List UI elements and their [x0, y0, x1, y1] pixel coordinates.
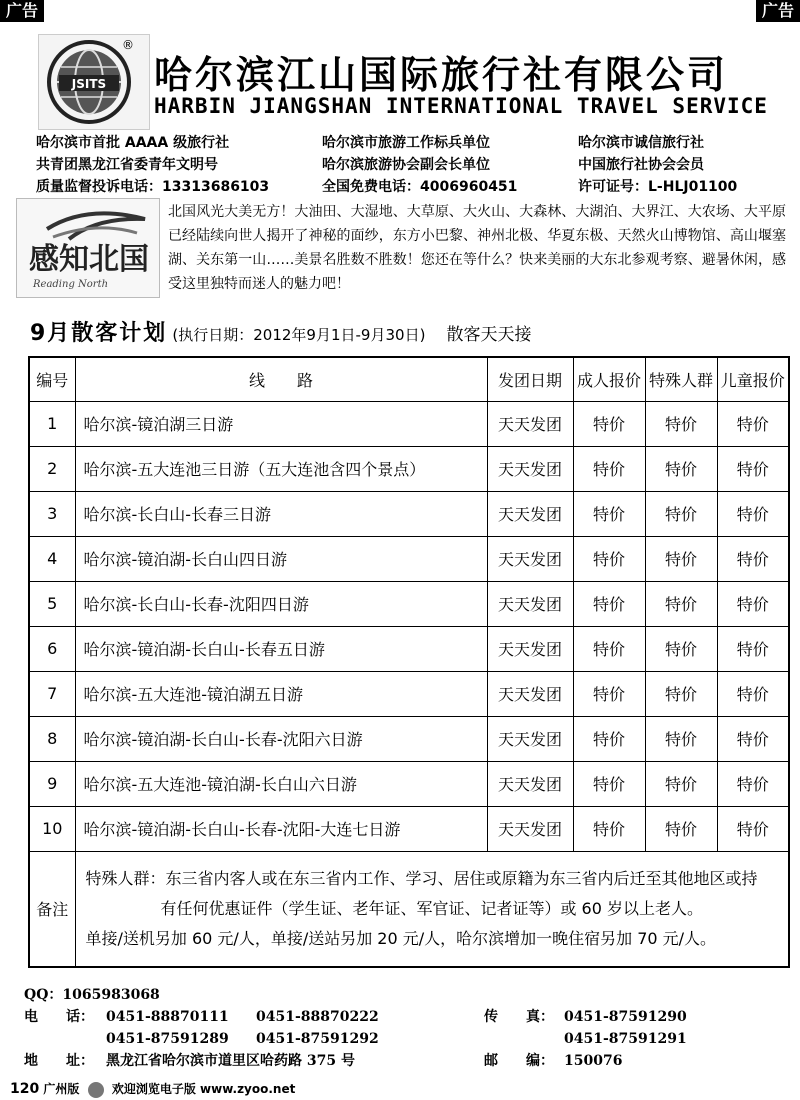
logo-text: JSITS: [71, 77, 107, 91]
page-footer: [10, 1080, 295, 1098]
row-special-price: 特价: [645, 401, 717, 446]
registered-mark: ®: [122, 38, 134, 52]
row-no: 4: [29, 536, 75, 581]
row-route: 哈尔滨-镜泊湖-长白山-长春-沈阳-大连七日游: [75, 806, 487, 851]
table-row: [29, 401, 789, 446]
row-special-price: 特价: [645, 806, 717, 851]
table-row: [29, 761, 789, 806]
phone-number: 0451-88870111: [106, 1009, 229, 1025]
header-no: 编号: [29, 357, 75, 401]
row-date: 天天发团: [487, 491, 573, 536]
row-no: 8: [29, 716, 75, 761]
credential-item: 哈尔滨市旅游工作标兵单位: [322, 135, 490, 151]
row-no: 6: [29, 626, 75, 671]
north-logo-en: Reading North: [33, 279, 109, 290]
row-child-price: 特价: [717, 491, 789, 536]
row-date: 天天发团: [487, 401, 573, 446]
row-route: 哈尔滨-镜泊湖-长白山四日游: [75, 536, 487, 581]
row-child-price: 特价: [717, 536, 789, 581]
row-child-price: 特价: [717, 761, 789, 806]
row-special-price: 特价: [645, 761, 717, 806]
row-child-price: 特价: [717, 716, 789, 761]
ad-tag-right: 广告: [756, 0, 800, 22]
remark-line: 有任何优惠证件（学生证、老年证、军官证、记者证等）或 60 岁以上老人。: [160, 898, 704, 918]
row-adult-price: 特价: [573, 536, 645, 581]
address: 黑龙江省哈尔滨市道里区哈药路 375 号: [106, 1053, 355, 1069]
table-row: [29, 446, 789, 491]
remark-line: 单接/送机另加 60 元/人，单接/送站另加 20 元/人，哈尔滨增加一晚住宿另加 70 元/人。: [85, 928, 717, 948]
contact-block: [24, 984, 784, 1072]
contact-row: [24, 1028, 784, 1050]
company-name-en: HARBIN JIANGSHAN INTERNATIONAL TRAVEL SERVICE: [154, 94, 768, 118]
row-date: 天天发团: [487, 761, 573, 806]
credential-item: 中国旅行社协会会员: [578, 157, 704, 173]
row-adult-price: 特价: [573, 761, 645, 806]
credential-item: 哈尔滨市首批 AAAA 级旅行社: [36, 135, 230, 151]
row-special-price: 特价: [645, 716, 717, 761]
magazine-logo-icon: [88, 1082, 104, 1098]
row-adult-price: 特价: [573, 626, 645, 671]
row-adult-price: 特价: [573, 671, 645, 716]
row-child-price: 特价: [717, 446, 789, 491]
row-route: 哈尔滨-长白山-长春三日游: [75, 491, 487, 536]
row-no: 10: [29, 806, 75, 851]
row-special-price: 特价: [645, 671, 717, 716]
row-no: 5: [29, 581, 75, 626]
table-row: [29, 716, 789, 761]
phone-number: 0451-88870222: [256, 1009, 379, 1025]
row-child-price: 特价: [717, 626, 789, 671]
credentials-grid: [36, 132, 792, 198]
table-row: [29, 671, 789, 716]
postcode: 150076: [564, 1053, 623, 1069]
credentials-row: [36, 154, 792, 176]
fax-number: 0451-87591291: [564, 1031, 687, 1047]
phone-number: 0451-87591289: [106, 1031, 229, 1047]
phone-number: 0451-87591292: [256, 1031, 379, 1047]
table-row: [29, 491, 789, 536]
row-adult-price: 特价: [573, 716, 645, 761]
fax-label: 传 真：: [484, 1009, 554, 1025]
fax-number: 0451-87591290: [564, 1009, 687, 1025]
row-date: 天天发团: [487, 716, 573, 761]
address-label: 地 址：: [24, 1053, 94, 1069]
header-child: 儿童报价: [717, 357, 789, 401]
row-child-price: 特价: [717, 401, 789, 446]
phone-label: 电 话：: [24, 1009, 94, 1025]
header-date: 发团日期: [487, 357, 573, 401]
credential-item: 哈尔滨市诚信旅行社: [578, 135, 704, 151]
row-special-price: 特价: [645, 491, 717, 536]
remark-body: [75, 851, 789, 967]
license-number: 许可证号：L-HLJ01100: [578, 179, 738, 195]
company-name-cn: 哈尔滨江山国际旅行社有限公司: [154, 53, 729, 97]
table-row: [29, 806, 789, 851]
postcode-label: 邮 编：: [484, 1053, 554, 1069]
row-no: 3: [29, 491, 75, 536]
contact-row: [24, 1050, 784, 1072]
credential-item: 共青团黑龙江省委青年文明号: [36, 157, 218, 173]
plan-header: [30, 316, 532, 347]
contact-row: [24, 984, 784, 1006]
website-link[interactable]: www.zyoo.net: [200, 1082, 296, 1096]
intro-paragraph: 北国风光大美无方！大油田、大湿地、大草原、大火山、大森林、大湖泊、大界江、大农场、大平原已经陆续向世人揭开了神秘的面纱，东方小巴黎、神州北极、华夏东极、天然火山博物馆、高山堰塞湖、关东第一山……美景名胜数不胜数！您还在等什么？快来美丽的大东北参观考察、避暑休闲，感受这里独特而迷人的魅力吧！: [168, 204, 786, 292]
row-date: 天天发团: [487, 626, 573, 671]
row-special-price: 特价: [645, 446, 717, 491]
page-number: 120: [10, 1081, 40, 1097]
remark-line: 特殊人群：东三省内客人或在东三省内工作、学习、居住或原籍为东三省内后迁至其他地区或持: [85, 868, 758, 888]
table-row: [29, 626, 789, 671]
header-route: 线 路: [75, 357, 487, 401]
row-special-price: 特价: [645, 536, 717, 581]
row-route: 哈尔滨-五大连池三日游（五大连池含四个景点）: [75, 446, 487, 491]
routes-table: [28, 356, 790, 968]
row-child-price: 特价: [717, 581, 789, 626]
row-adult-price: 特价: [573, 806, 645, 851]
table-row: [29, 536, 789, 581]
remarks-row: [29, 851, 789, 967]
table-row: [29, 581, 789, 626]
row-no: 9: [29, 761, 75, 806]
credentials-row: [36, 176, 792, 198]
row-route: 哈尔滨-镜泊湖三日游: [75, 401, 487, 446]
edition-label: 广州版: [43, 1082, 80, 1096]
complaint-phone: 质量监督投诉电话：13313686103: [36, 179, 270, 195]
row-date: 天天发团: [487, 581, 573, 626]
row-adult-price: 特价: [573, 401, 645, 446]
row-no: 2: [29, 446, 75, 491]
welcome-text: 欢迎浏览电子版: [111, 1082, 196, 1096]
row-adult-price: 特价: [573, 581, 645, 626]
row-route: 哈尔滨-镜泊湖-长白山-长春五日游: [75, 626, 487, 671]
credential-item: 哈尔滨旅游协会副会长单位: [322, 157, 490, 173]
row-child-price: 特价: [717, 671, 789, 716]
row-no: 1: [29, 401, 75, 446]
remark-label: 备注: [29, 851, 75, 967]
row-date: 天天发团: [487, 671, 573, 716]
row-special-price: 特价: [645, 626, 717, 671]
header-special: 特殊人群: [645, 357, 717, 401]
table-header-row: [29, 357, 789, 401]
ad-tag-left: 广告: [0, 0, 44, 22]
contact-row: [24, 1006, 784, 1028]
credentials-row: [36, 132, 792, 154]
row-special-price: 特价: [645, 581, 717, 626]
row-adult-price: 特价: [573, 446, 645, 491]
plan-daily: 散客天天接: [446, 325, 532, 345]
row-route: 哈尔滨-长白山-长春-沈阳四日游: [75, 581, 487, 626]
qq-number: QQ：1065983068: [24, 987, 160, 1003]
free-phone: 全国免费电话：4006960451: [322, 179, 518, 195]
row-date: 天天发团: [487, 446, 573, 491]
reading-north-logo: [16, 198, 160, 298]
plan-date: (执行日期：2012年9月1日-9月30日): [172, 326, 426, 344]
row-date: 天天发团: [487, 806, 573, 851]
row-no: 7: [29, 671, 75, 716]
north-logo-cn: 感知北国: [29, 242, 149, 277]
row-route: 哈尔滨-五大连池-镜泊湖五日游: [75, 671, 487, 716]
plan-title: 9月散客计划: [30, 321, 168, 346]
header-adult: 成人报价: [573, 357, 645, 401]
row-route: 哈尔滨-五大连池-镜泊湖-长白山六日游: [75, 761, 487, 806]
reading-north-logo-icon: [17, 199, 159, 297]
row-child-price: 特价: [717, 806, 789, 851]
row-adult-price: 特价: [573, 491, 645, 536]
row-date: 天天发团: [487, 536, 573, 581]
row-route: 哈尔滨-镜泊湖-长白山-长春-沈阳六日游: [75, 716, 487, 761]
